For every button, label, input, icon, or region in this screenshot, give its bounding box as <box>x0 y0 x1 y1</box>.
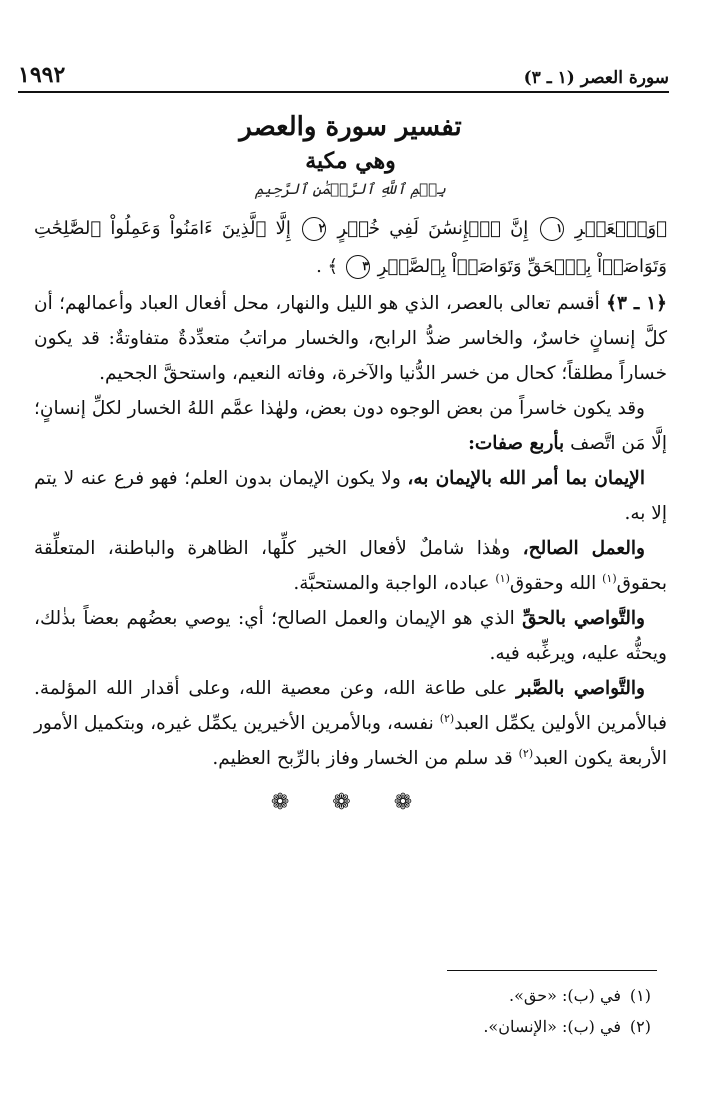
paragraph-bold: بأربع صفات: <box>468 433 565 454</box>
footnote-number: (١) <box>629 986 651 1005</box>
section-separator: ❁ ❁ ❁ <box>270 790 431 815</box>
ayah-number-mark: ٢ <box>302 217 326 241</box>
paragraph-bold: الإيمان بما أمر الله بالإيمان به، <box>407 468 645 489</box>
paragraph-bold: والعمل الصالح، <box>522 538 645 559</box>
paragraph-text: أقسم تعالى بالعصر، الذي هو الليل والنهار، محل أفعال العباد وأعمالهم؛ أن كلَّ إنسانٍ خاسرٌ، والخاسر ضدُّ الرابح، والخسار مراتبُ متعدِّدةٌ متفاوتةٌ: قد يكون خساراً مطلقاً؛ كحال من خسر الدُّنيا والآخرة، وفاته النعيم، واستحقَّ الجحيم. <box>34 293 667 384</box>
tafsir-paragraph <box>34 286 667 391</box>
footnote-text: في (ب): «حق». <box>509 986 621 1005</box>
paragraph-text: على طاعة الله، وعن معصية الله، وعلى أقدار الله المؤلمة. فبالأمرين الأولين يكمِّل العبد <box>34 678 667 734</box>
verse-open-bracket: ﴿ <box>656 218 667 239</box>
footnote-ref[interactable]: (٢) <box>439 711 455 725</box>
footnotes <box>483 980 651 1042</box>
tafsir-paragraph <box>34 461 667 531</box>
quran-verse <box>34 210 667 286</box>
footnote <box>483 1011 651 1042</box>
paragraph-text: الذي هو الإيمان والعمل الصالح؛ أي: يوصي بعضُهم بعضاً بذٰلك، ويحثُّه عليه، ويرغِّبه فيه. <box>34 608 667 664</box>
tafsir-paragraph <box>34 391 667 461</box>
paragraph-text: وقد يكون خاسراً من بعض الوجوه دون بعض، ولهٰذا عمَّم اللهُ الخسار لكلِّ إنسانٍ؛ إلَّا مَن اتَّصف <box>34 398 667 454</box>
paragraph-text: عباده، الواجبة والمستحبَّة. <box>293 573 490 594</box>
footnote-number: (٢) <box>629 1017 651 1036</box>
tafsir-paragraph <box>34 601 667 671</box>
page-number: ١٩٩٢ <box>18 62 66 88</box>
chapter-title: تفسير سورة والعصر <box>239 112 462 142</box>
footnote <box>483 980 651 1011</box>
ayah-number-mark: ١ <box>540 217 564 241</box>
footnote-divider <box>447 970 657 971</box>
verse-text-1: وَٱلۡعَصۡرِ <box>574 218 657 239</box>
paragraph-text: الله وحقوق <box>509 573 597 594</box>
ayah-number-mark: ٣ <box>346 255 370 279</box>
paragraph-text: ولا يكون الإيمان بدون العلم؛ فهو فرع عنه لا يتم إلا به. <box>34 468 667 524</box>
paragraph-text: نفسه، وبالأمرين الأخيرين يكمِّل غيره، وبتكميل الأمور الأربعة يكون العبد <box>34 713 667 769</box>
tafsir-paragraph <box>34 531 667 601</box>
basmala: بِسۡمِ ٱللَّهِ ٱلرَّحۡمَٰنِ ٱلرَّحِيمِ <box>255 180 446 198</box>
paragraph-text: قد سلم من الخسار وفاز بالرِّبح العظيم. <box>212 748 513 769</box>
paragraph-bold: والتَّواصي بالصَّبر <box>516 678 645 699</box>
main-content <box>34 112 667 815</box>
tafsir-paragraph <box>34 671 667 776</box>
footnote-text: في (ب): «الإنسان». <box>483 1017 621 1036</box>
page-header <box>18 62 669 93</box>
verse-close-bracket: ﴾ . <box>316 256 339 277</box>
footnote-ref[interactable]: (٢) <box>518 746 534 760</box>
footnote-ref[interactable]: (١) <box>602 571 617 585</box>
verse-text-2: إِنَّ ٱلۡإِنسَٰنَ لَفِي خُسۡرٍ <box>337 218 529 239</box>
verse-text-3: إِلَّا ٱلَّذِينَ ءَامَنُواْ وَعَمِلُواْ ٱلصَّٰلِحَٰتِ وَتَوَاصَوۡاْ بِٱلۡحَقِّ وَتَوَاصَوۡاْ بِٱلصَّبۡرِ <box>34 218 667 277</box>
footnote-ref[interactable]: (١) <box>495 571 510 585</box>
paragraph-bold: والتَّواصي بالحقِّ <box>522 608 645 629</box>
chapter-subtitle: وهي مكية <box>305 148 396 174</box>
paragraph-text: وهٰذا شاملٌ لأفعال الخير كلِّها، الظاهرة والباطنة، المتعلِّقة بحقوق <box>34 538 667 594</box>
verse-range-ref: ﴿١ ـ ٣﴾ <box>606 293 667 314</box>
running-title: سورة العصر (١ ـ ٣) <box>523 68 669 88</box>
